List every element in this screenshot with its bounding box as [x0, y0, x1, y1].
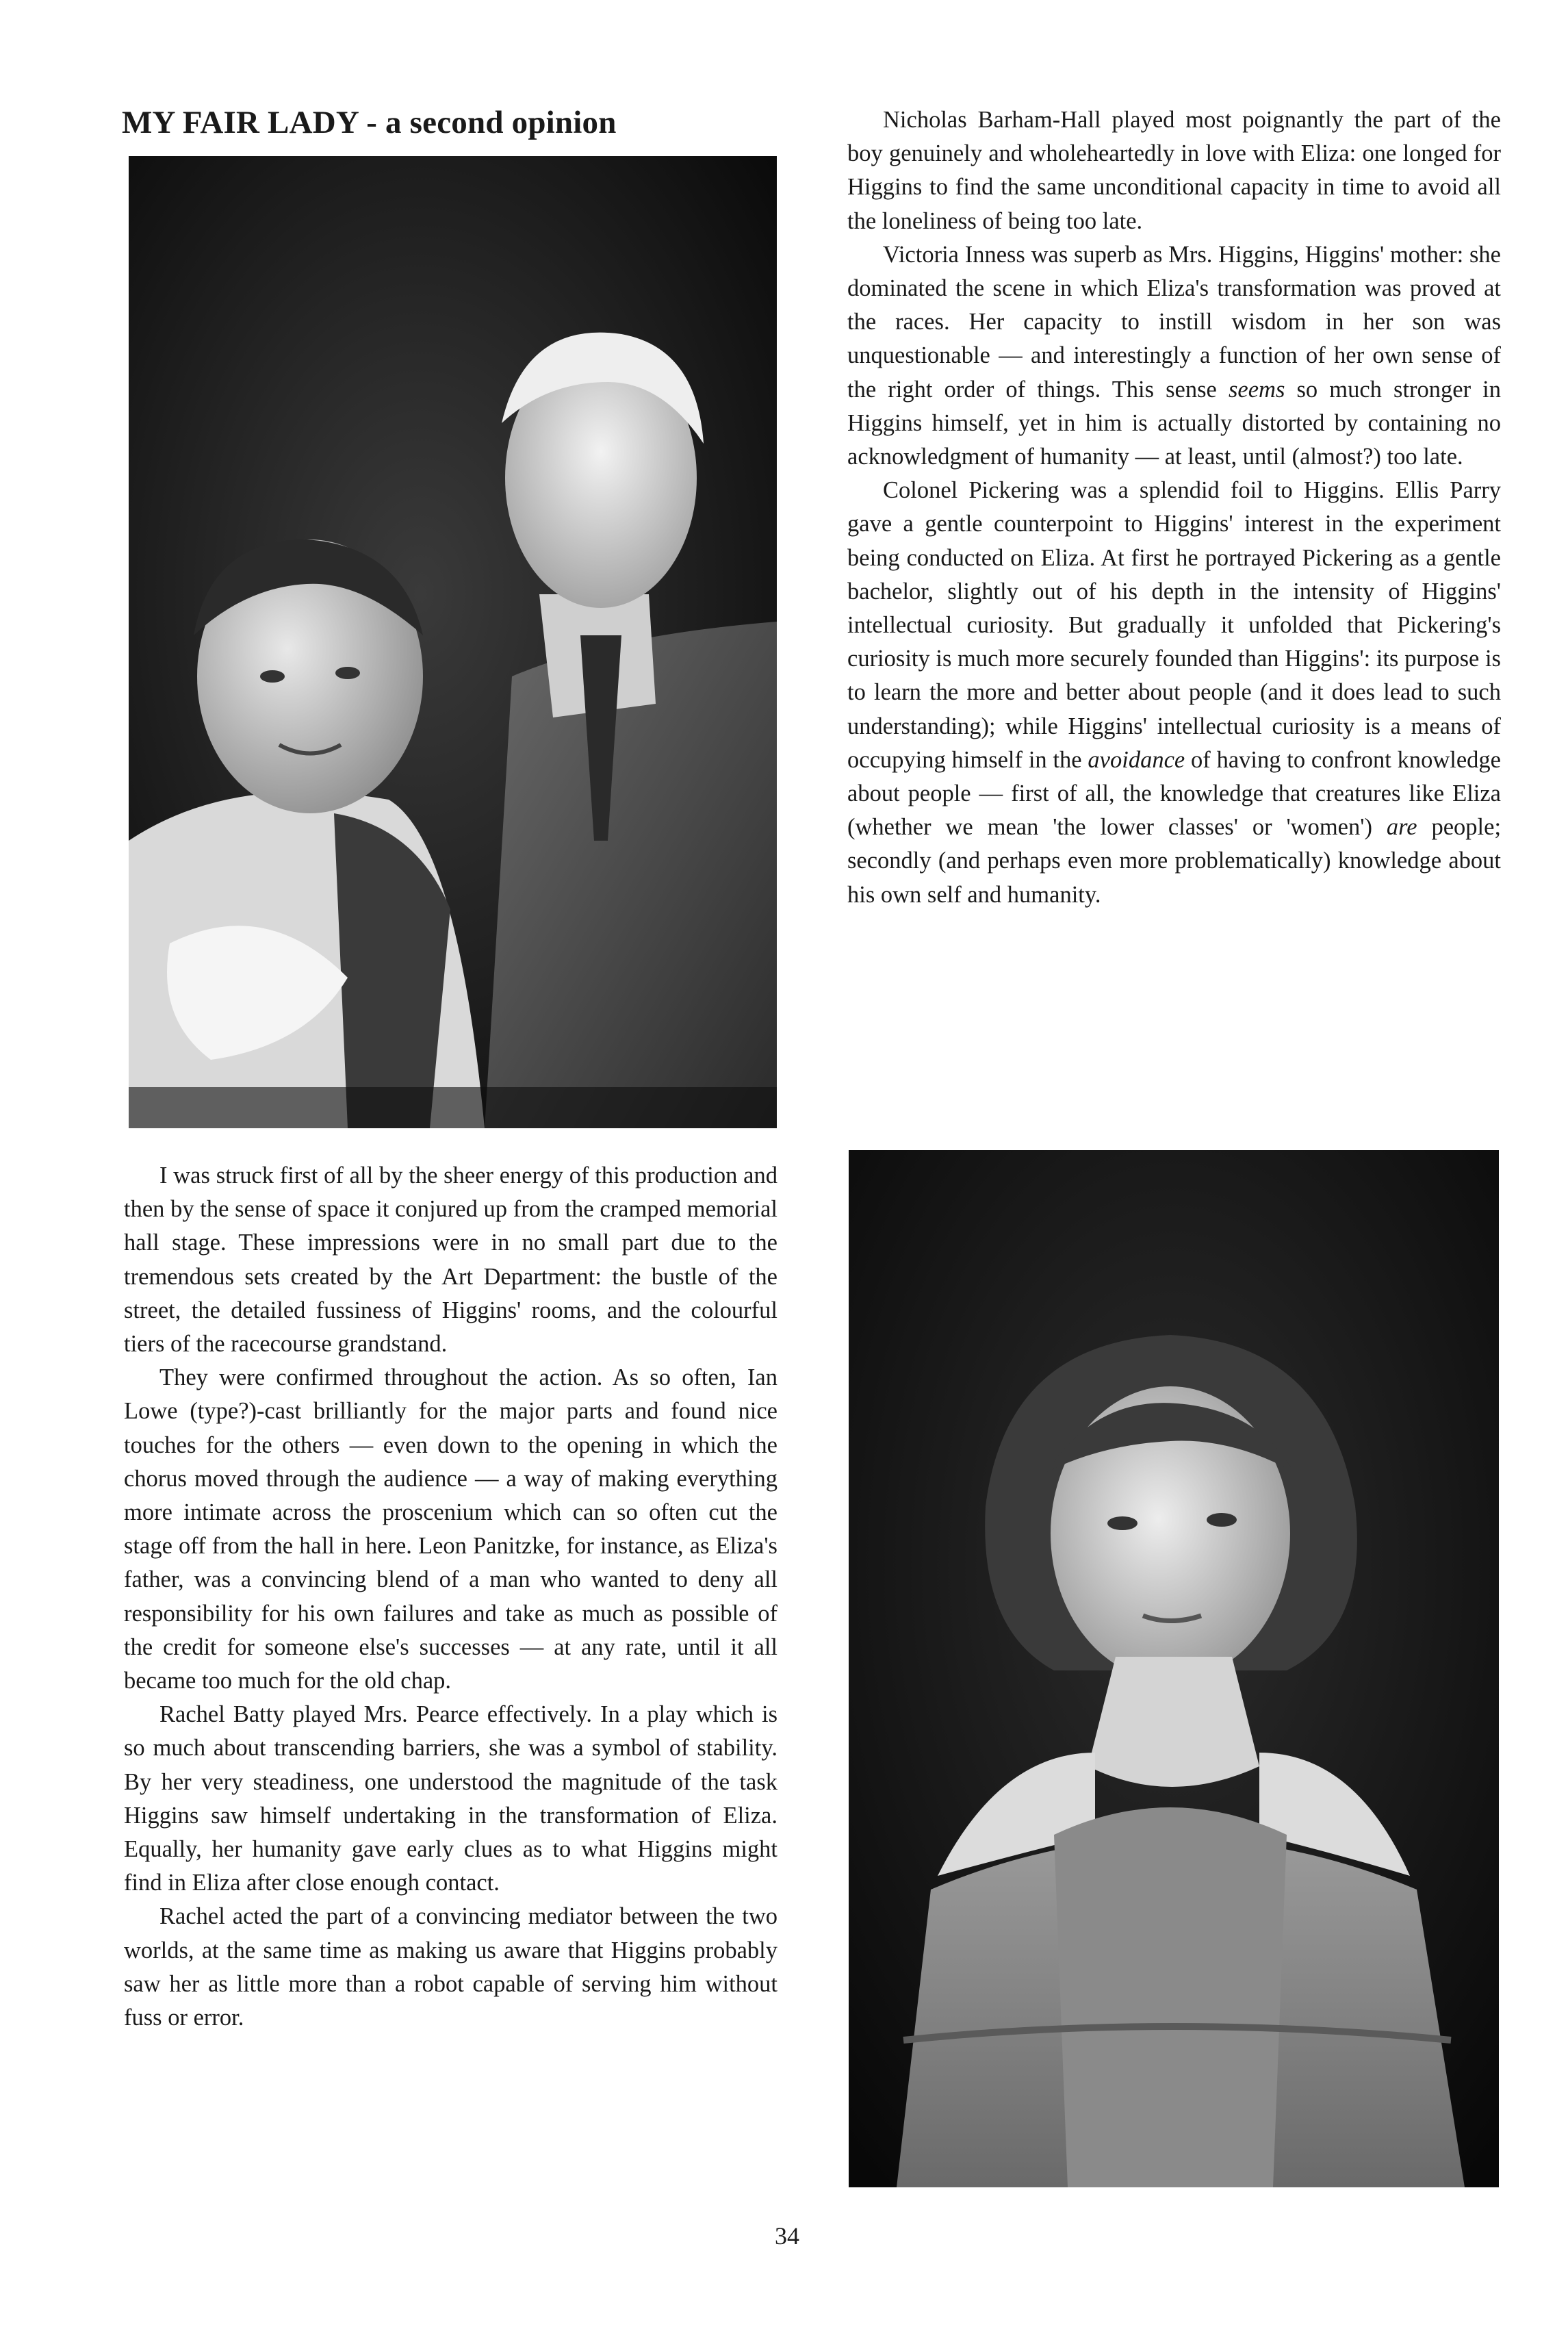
left-column: [124, 1159, 777, 2035]
photo-icon: [849, 1150, 1499, 2187]
text-run: so much stronger in Higgins himself, yet in him is actually distorted by containing no acknowledgment of humanity — at least, until (almost?) too late.: [847, 376, 1502, 470]
paragraph: Rachel Batty played Mrs. Pearce effectively. In a play which is so much about transcending barriers, she was a symbol of stability. By her very steadiness, one understood the magnitude of the task Higgins saw himself undertaking in the transformation of Eliza. Equally, her humanity gave early clues as to what Higgins might find in Eliza after close enough contact.: [124, 1701, 777, 1896]
paragraph: [847, 474, 1501, 912]
photo-icon: [129, 156, 777, 1128]
page-number: 34: [775, 2222, 799, 2250]
paragraph: Nicholas Barham-Hall played most poignantly the part of the boy genuinely and wholeheartedly in love with Eliza: one longed for Higgins to find the same unconditional capacity in time to avoid all the loneliness of being too late.: [847, 107, 1501, 234]
emphasis: are: [1386, 814, 1417, 841]
stage-photo-woman: [849, 1150, 1499, 2187]
stage-photo-two-men: [129, 156, 777, 1128]
paragraph: I was struck first of all by the sheer energy of this production and then by the sense of space it conjured up from the cramped memorial hall stage. These impressions were in no small part due to the tremendous sets created by the Art Department: the bustle of the street, the detailed fussiness of Higgins' rooms, and the colourful tiers of the racecourse grandstand.: [124, 1162, 777, 1358]
emphasis: avoidance: [1088, 746, 1185, 773]
emphasis: seems: [1228, 376, 1285, 403]
article-title: MY FAIR LADY - a second opinion: [122, 105, 617, 140]
paragraph: Rachel acted the part of a convincing mediator between the two worlds, at the same time as making us aware that Higgins probably saw her as little more than a robot capable of serving him without fuss or error.: [124, 1903, 777, 2031]
right-column: [847, 103, 1501, 912]
text-run: Victoria Inness was superb as Mrs. Higgins, Higgins' mother: she dominated the scene in which Eliza's transformation was proved at the races. Her capacity to instill wisdom in her son was unquestionable — and interestingly a function of her own sense of the right order of things. This sense: [847, 241, 1501, 403]
text-run: people; secondly (and perhaps even more problematically) knowledge about his own self and humanity.: [847, 814, 1502, 908]
paragraph: They were confirmed throughout the action. As so often, Ian Lowe (type?)-cast brilliantly for the major parts and found nice touches for the others — even down to the opening in which the chorus moved through the audience — a way of making everything more intimate across the proscenium which can so often cut the stage off from the hall in here. Leon Panitzke, for instance, as Eliza's father, was a convincing blend of a man who wanted to deny all responsibility for his own failures and take as much as possible of the credit for someone else's successes — at any rate, until it all became too much for the old chap.: [124, 1364, 777, 1694]
text-run: of having to confront knowledge about people — first of all, the knowledge that creatures like Eliza (whether we mean 'the lower classes' or 'women'): [847, 746, 1501, 841]
paragraph: [847, 238, 1501, 474]
text-run: Colonel Pickering was a splendid foil to Higgins. Ellis Parry gave a gentle counterpoint to Higgins' interest in the experiment being conducted on Eliza. At first he portrayed Pickering as a gentle bachelor, slightly out of his depth in the intensity of Higgins' intellectual curiosity. But gradually it unfolded that Pickering's curiosity is much more securely founded than Higgins': its purpose is to learn the more and better about people (and it does lead to such understanding); while Higgins' intellectual curiosity is a means of occupying himself in the: [847, 477, 1501, 773]
